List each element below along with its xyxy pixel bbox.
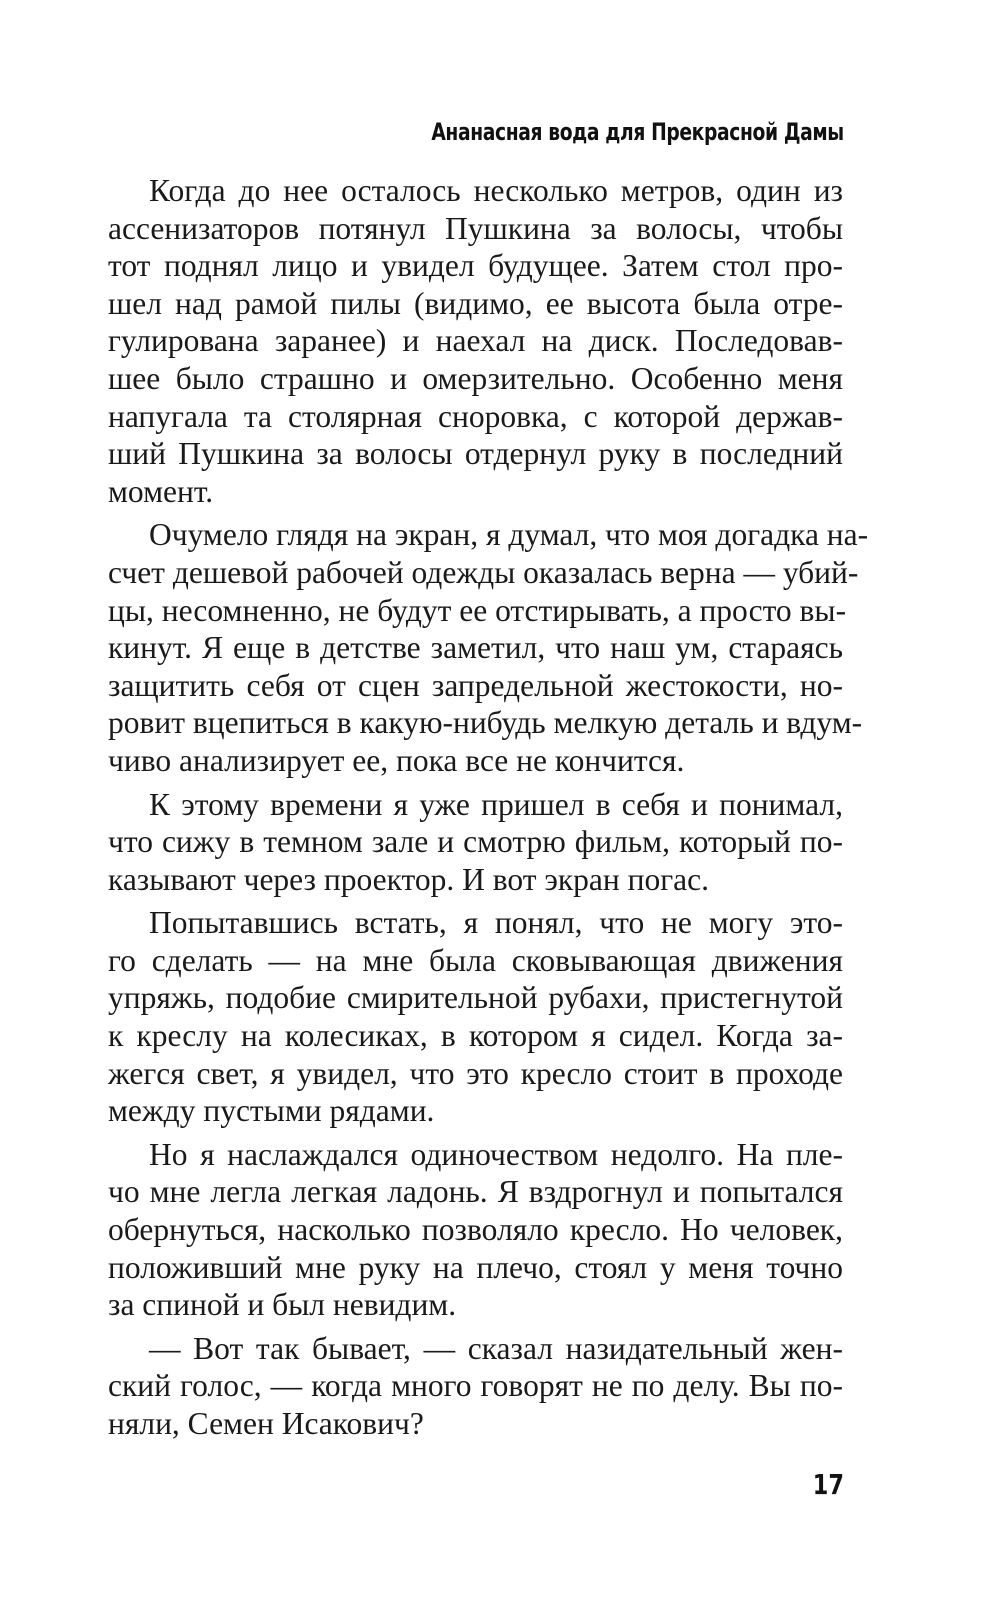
text-line: шел над рамой пилы (видимо, ее высота была отре- — [108, 285, 843, 321]
text-line: ассенизаторов потянул Пушкина за волосы, чтобы — [108, 210, 843, 246]
paragraph-6 — [108, 1330, 843, 1443]
text-line: шее было страшно и омерзительно. Особенно меня — [108, 360, 843, 396]
text-line: что сижу в темном зале и смотрю фильм, который по- — [108, 824, 843, 860]
body-text — [108, 172, 869, 1449]
text-line: жегся свет, я увидел, что это кресло стоит в проходе — [108, 1055, 843, 1091]
text-line: Очумело глядя на экран, я думал, что моя догадка на- — [149, 517, 869, 553]
text-line: К этому времени я уже пришел в себя и понимал, — [149, 786, 843, 822]
text-line: няли, Семен Исакович? — [108, 1406, 424, 1441]
text-line: казывают через проектор. И вот экран погас. — [108, 861, 709, 897]
paragraph-4 — [108, 904, 843, 1130]
text-line: счет дешевой рабочей одежды оказалась верна — убий- — [108, 554, 859, 590]
text-line: защитить себя от сцен запредельной жестокости, но- — [108, 667, 843, 703]
text-line: обернуться, насколько позволяло кресло. Но человек, — [108, 1212, 843, 1248]
text-line: Когда до нее осталось несколько метров, один из — [149, 173, 843, 208]
text-line: чо мне легла легкая ладонь. Я вздрогнул и попытался — [108, 1174, 843, 1210]
text-line: положивший мне руку на плечо, стоял у меня точно — [108, 1249, 843, 1285]
text-line: цы, несомненно, не будут ее отстирывать, а просто вы- — [108, 592, 847, 628]
text-line: гулирована заранее) и наехал на диск. Последовав- — [108, 323, 843, 359]
text-line: напугала та столярная сноровка, с которой держав- — [108, 398, 843, 434]
text-line: момент. — [108, 473, 214, 509]
text-line: тот поднял лицо и увидел будущее. Затем стол про- — [108, 248, 843, 284]
paragraph-2 — [108, 516, 869, 779]
text-line: ший Пушкина за волосы отдернул руку в последний — [108, 436, 843, 472]
text-line: — Вот так бывает, — сказал назидательный жен- — [149, 1330, 843, 1366]
text-line: между пустыми рядами. — [108, 1093, 435, 1129]
page-number: 17 — [812, 1468, 844, 1501]
text-line: ровит вцепиться в какую-нибудь мелкую деталь и вдум- — [108, 705, 863, 741]
text-line: упряжь, подобие смирительной рубахи, пристегнутой — [108, 980, 843, 1016]
paragraph-3 — [108, 786, 843, 899]
text-line: за спиной и был невидим. — [108, 1287, 457, 1323]
running-head: Ананасная вода для Прекрасной Дамы — [431, 118, 844, 146]
paragraph-1 — [108, 172, 843, 510]
text-line: Попытавшись встать, я понял, что не могу это- — [149, 905, 843, 941]
text-line: ский голос, — когда много говорят не по делу. Вы по- — [108, 1368, 843, 1404]
text-line: к креслу на колесиках, в котором я сидел. Когда за- — [108, 1018, 843, 1054]
paragraph-5 — [108, 1136, 843, 1324]
text-line: го сделать — на мне была сковывающая движения — [108, 942, 843, 978]
text-line: Но я наслаждался одиночеством недолго. На пле- — [149, 1136, 843, 1172]
text-line: кинут. Я еще в детстве заметил, что наш ум, стараясь — [108, 630, 843, 666]
text-line: чиво анализирует ее, пока все не кончится. — [108, 742, 685, 778]
